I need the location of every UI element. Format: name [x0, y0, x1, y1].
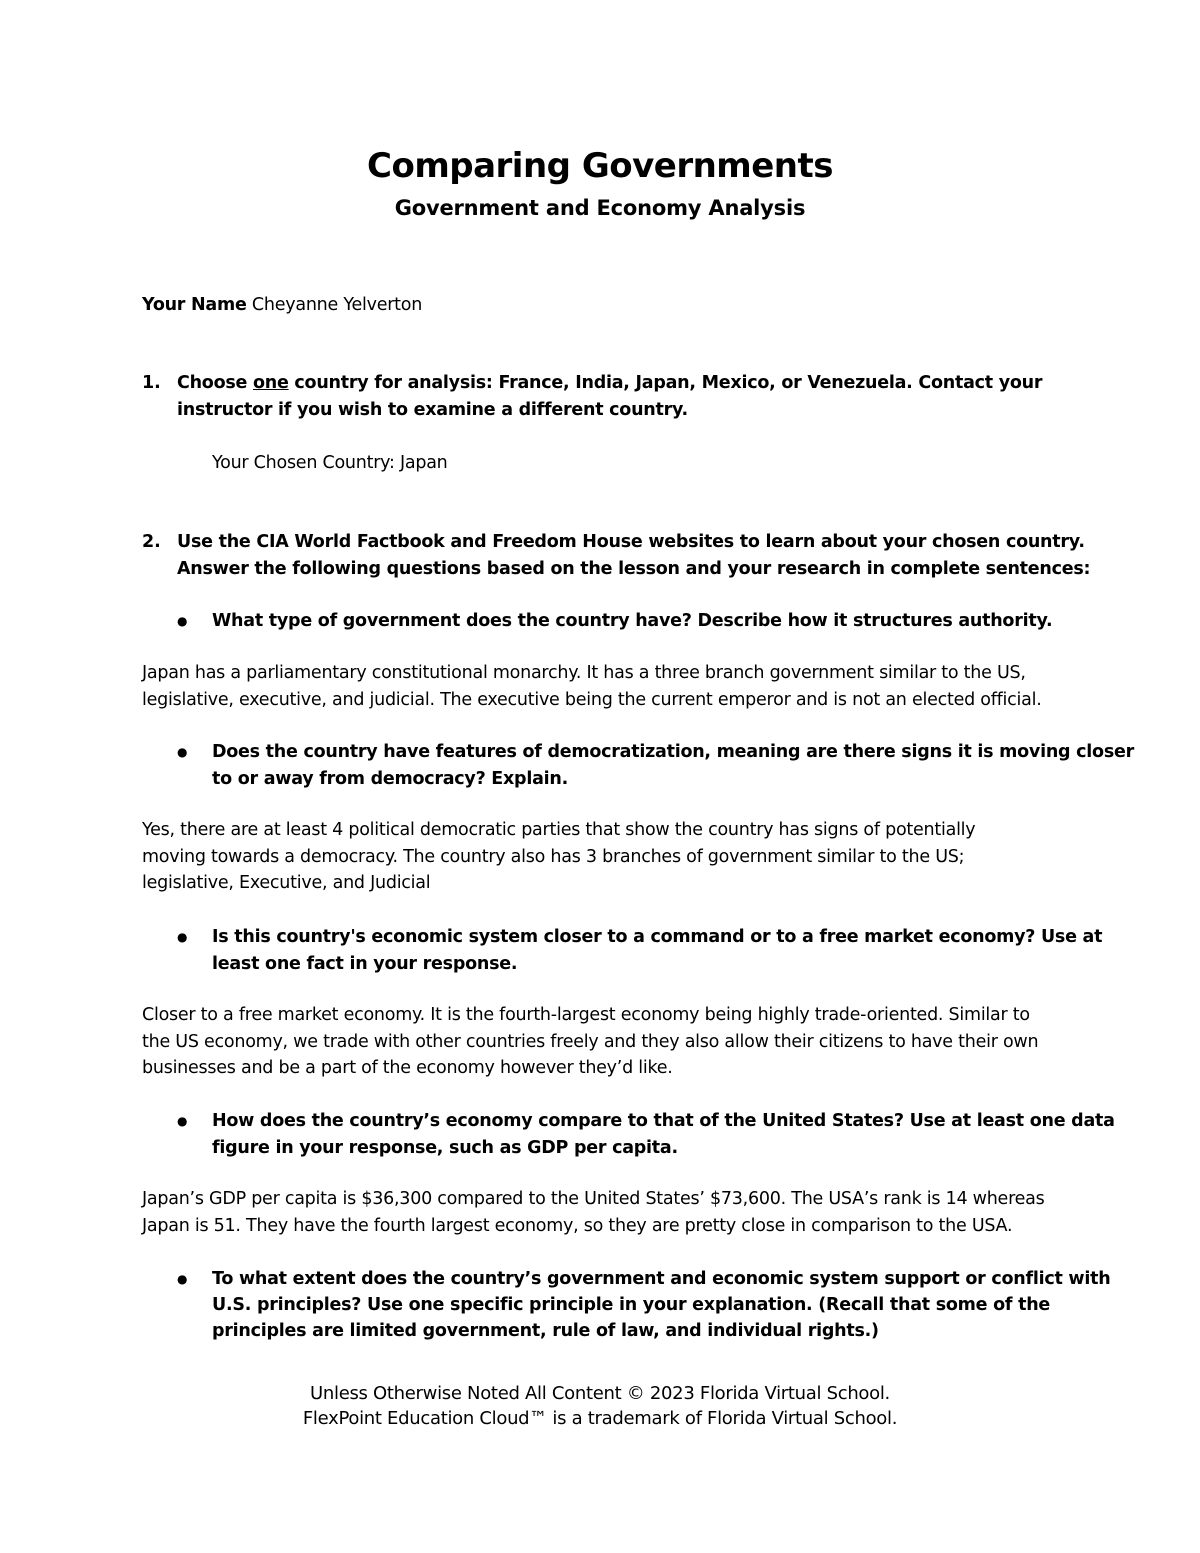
- answer-3-line1: Closer to a free market economy. It is the fourth-largest economy being highly trade-oriented. Similar to: [142, 1005, 1030, 1025]
- subquestion-3-line2: least one fact in your response.: [212, 954, 518, 974]
- subquestion-5-line3: principles are limited government, rule of law, and individual rights.): [212, 1321, 879, 1341]
- subquestion-3-line1: Is this country's economic system closer to a command or to a free market economy? Use at: [212, 927, 1103, 947]
- bullet-icon: ●: [177, 745, 188, 759]
- q2-prompt-line1: Use the CIA World Factbook and Freedom House websites to learn about your chosen country.: [177, 532, 1085, 552]
- answer-2-line3: legislative, Executive, and Judicial: [142, 873, 431, 893]
- subquestion-5-line1: To what extent does the country’s government and economic system support or conflict with: [212, 1269, 1111, 1289]
- subquestion-5-line2: U.S. principles? Use one specific principle in your explanation. (Recall that some of the: [212, 1295, 1051, 1315]
- footer-trademark: FlexPoint Education Cloud™ is a trademark of Florida Virtual School.: [302, 1408, 898, 1429]
- q1-prompt-text-b: country for analysis: France, India, Japan, Mexico, or Venezuela. Contact your: [288, 373, 1043, 393]
- bullet-icon: ●: [177, 614, 188, 628]
- answer-2-line1: Yes, there are at least 4 political democratic parties that show the country has signs of potentially: [142, 820, 976, 840]
- answer-1-line1: Japan has a parliamentary constitutional monarchy. It has a three branch government similar to the US,: [142, 663, 1026, 683]
- bullet-icon: ●: [177, 1114, 188, 1128]
- answer-4-line1: Japan’s GDP per capita is $36,300 compared to the United States’ $73,600. The USA’s rank is 14 whereas: [142, 1189, 1045, 1209]
- answer-1-line2: legislative, executive, and judicial. The executive being the current emperor and is not an elected official.: [142, 690, 1042, 710]
- answer-4-line2: Japan is 51. They have the fourth largest economy, so they are pretty close in comparison to the USA.: [142, 1216, 1013, 1236]
- q1-prompt-emphasis: one: [252, 373, 289, 393]
- answer-3-line3: businesses and be a part of the economy however they’d like.: [142, 1058, 673, 1078]
- name-value: Cheyanne Yelverton: [251, 295, 423, 315]
- q2-number: 2.: [142, 532, 161, 552]
- q1-prompt-line1: [177, 370, 1042, 397]
- subquestion-4-line2: figure in your response, such as GDP per capita.: [212, 1138, 678, 1158]
- footer-copyright: Unless Otherwise Noted All Content © 2023 Florida Virtual School.: [310, 1383, 890, 1404]
- chosen-country-label: Your Chosen Country:: [212, 453, 395, 473]
- page-title: Comparing Governments: [367, 146, 833, 186]
- name-field: [142, 292, 422, 319]
- chosen-country-value: Japan: [399, 453, 448, 473]
- subquestion-4-line1: How does the country’s economy compare to that of the United States? Use at least one data: [212, 1111, 1115, 1131]
- bullet-icon: ●: [177, 930, 188, 944]
- answer-2-line2: moving towards a democracy. The country also has 3 branches of government similar to the US;: [142, 847, 965, 867]
- subquestion-2-line2: to or away from democracy? Explain.: [212, 769, 568, 789]
- answer-3-line2: the US economy, we trade with other countries freely and they also allow their citizens to have their own: [142, 1032, 1039, 1052]
- q1-prompt-line2: instructor if you wish to examine a different country.: [177, 400, 688, 420]
- chosen-country: [212, 450, 448, 477]
- q1-prompt-text-a: Choose: [177, 373, 253, 393]
- name-label: Your Name: [142, 295, 247, 315]
- page-subtitle: Government and Economy Analysis: [394, 196, 806, 220]
- q1-number: 1.: [142, 373, 161, 393]
- subquestion-2-line1: Does the country have features of democratization, meaning are there signs it is moving closer: [212, 742, 1134, 762]
- bullet-icon: ●: [177, 1272, 188, 1286]
- q2-prompt-line2: Answer the following questions based on the lesson and your research in complete sentences:: [177, 559, 1091, 579]
- subquestion-1-line1: What type of government does the country have? Describe how it structures authority.: [212, 611, 1053, 631]
